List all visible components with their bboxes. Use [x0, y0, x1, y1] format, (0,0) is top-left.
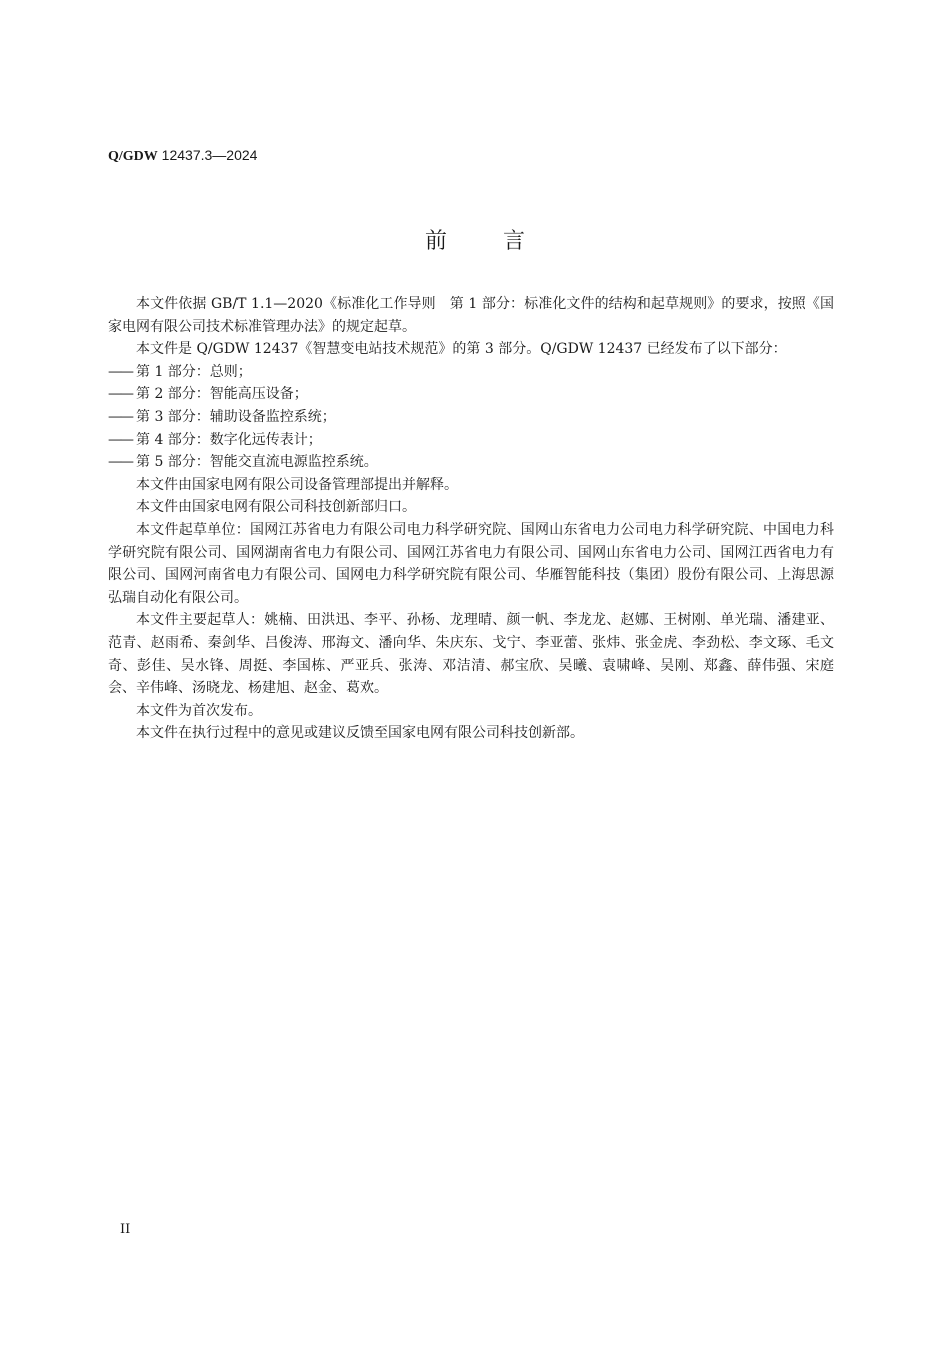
paragraph-drafting-units: 本文件起草单位：国网江苏省电力有限公司电力科学研究院、国网山东省电力公司电力科学研究院、中国电力科学研究院有限公司、国网湖南省电力有限公司、国网江苏省电力有限公司、国网山东省电力公司、国网江西省电力有限公司、国网河南省电力有限公司、国网电力科学研究院有限公司、华雁智能科技（集团）股份有限公司、上海思源弘瑞自动化有限公司。 — [108, 521, 834, 606]
paragraph-first-release: 本文件为首次发布。 — [136, 702, 262, 719]
list-dash: —— — [108, 431, 132, 448]
foreword-body — [108, 293, 834, 745]
paragraph-drafters: 本文件主要起草人：姚楠、田洪迅、李平、孙杨、龙理晴、颜一帆、李龙龙、赵娜、王树刚、单光瑞、潘建亚、范青、赵雨希、秦剑华、吕俊涛、邢海文、潘向华、朱庆东、戈宁、李亚蕾、张炜、张金虎、李劲松、李文琢、毛文奇、彭佳、吴水锋、周挺、李国栋、严亚兵、张涛、邓洁清、郝宝欣、吴曦、袁啸峰、吴刚、郑鑫、薛伟强、宋庭会、辛伟峰、汤晓龙、杨建旭、赵金、葛欢。 — [108, 612, 834, 697]
list-item — [108, 383, 834, 406]
list-item-text: 第 3 部分：辅助设备监控系统； — [136, 408, 336, 425]
title-char-1: 前 — [424, 229, 447, 254]
list-item-text: 第 1 部分：总则； — [136, 363, 252, 380]
list-item-text: 第 2 部分：智能高压设备； — [136, 386, 308, 403]
paragraph-part-of: 本文件是 Q/GDW 12437《智慧变电站技术规范》的第 3 部分。Q/GDW 12437 已经发布了以下部分： — [136, 341, 787, 358]
parts-list — [108, 361, 834, 474]
list-item — [108, 451, 834, 474]
standard-code-number: 12437.3—2024 — [157, 147, 258, 163]
paragraph-basis: 本文件依据 GB/T 1.1—2020《标准化工作导则 第 1 部分：标准化文件的结构和起草规则》的要求，按照《国家电网有限公司技术标准管理办法》的规定起草。 — [108, 296, 834, 335]
paragraph-feedback: 本文件在执行过程中的意见或建议反馈至国家电网有限公司科技创新部。 — [136, 725, 584, 742]
list-dash: —— — [108, 363, 132, 380]
list-dash: —— — [108, 408, 132, 425]
list-item — [108, 429, 834, 452]
paragraph-centralized-by: 本文件由国家电网有限公司科技创新部归口。 — [136, 499, 416, 516]
page-number: II — [120, 1222, 131, 1237]
list-item-text: 第 4 部分：数字化远传表计； — [136, 431, 322, 448]
page-title — [0, 224, 950, 255]
title-char-2: 言 — [503, 229, 526, 254]
list-item — [108, 406, 834, 429]
standard-code-prefix: Q/GDW — [108, 149, 158, 164]
list-item-text: 第 5 部分：智能交直流电源监控系统。 — [136, 454, 378, 471]
paragraph-proposed-by: 本文件由国家电网有限公司设备管理部提出并解释。 — [136, 476, 458, 493]
list-dash: —— — [108, 386, 132, 403]
list-item — [108, 361, 834, 384]
standard-code — [108, 147, 257, 165]
list-dash: —— — [108, 454, 132, 471]
